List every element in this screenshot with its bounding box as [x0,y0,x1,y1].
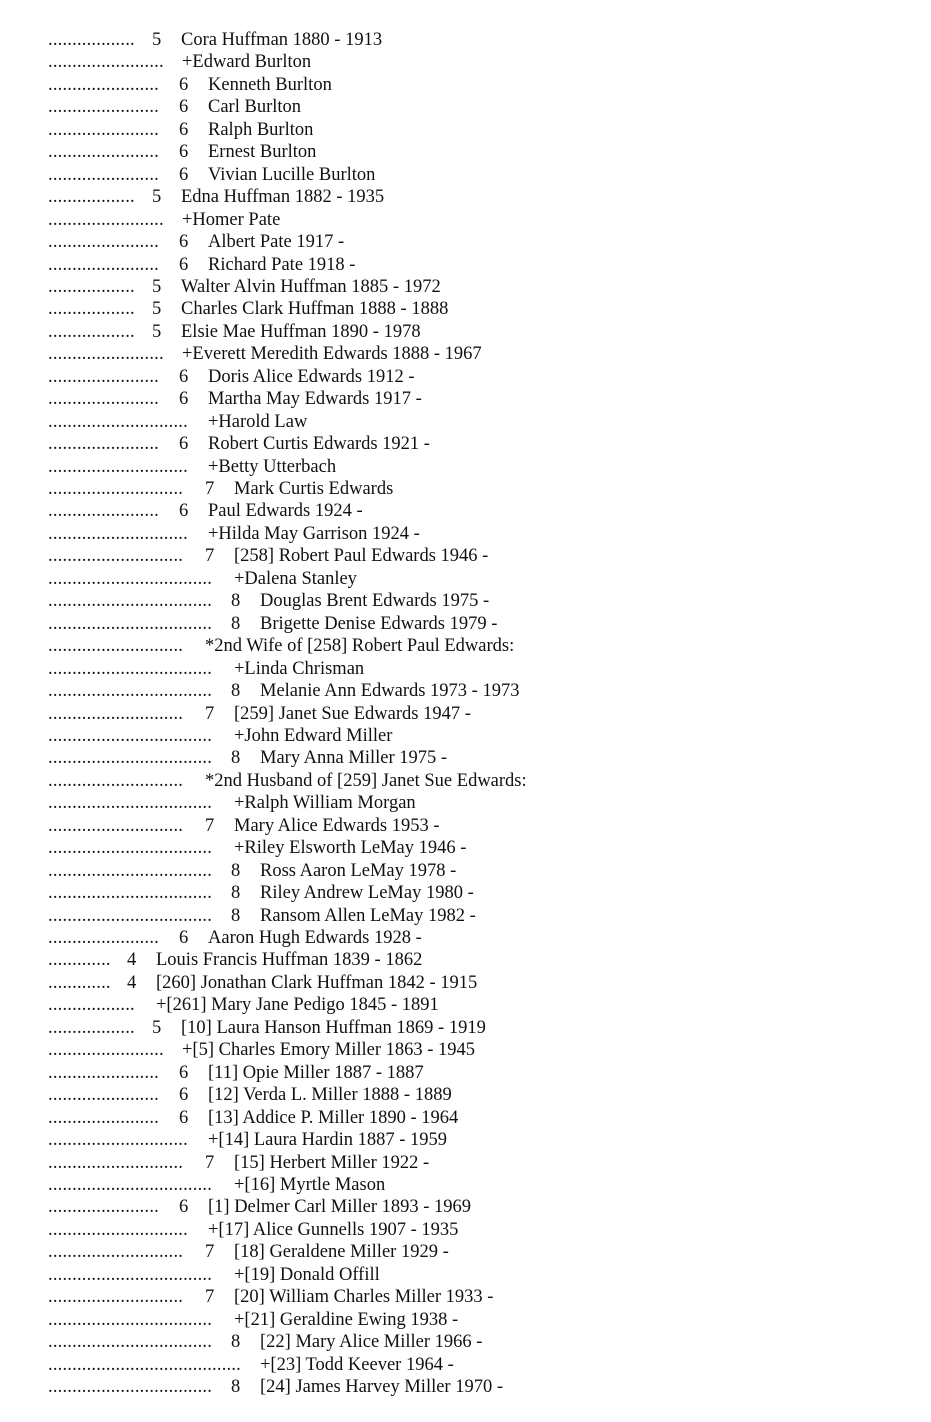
leader-dots: ............................ [48,546,184,567]
leader-dots: ....................... [48,232,159,253]
leader-dots: ....................... [48,1107,159,1128]
report-line [0,1039,900,1061]
report-line [0,164,900,186]
generation-number: 7 [205,1287,215,1308]
generation-number: 6 [179,142,189,163]
report-line [0,29,900,51]
report-line [0,1309,900,1331]
leader-dots: .................................. [48,1264,213,1285]
leader-dots: ....................... [48,1085,159,1106]
leader-dots: ............................ [48,770,184,791]
report-line [0,254,900,276]
spouse-name: +Hilda May Garrison 1924 - [208,523,420,544]
leader-dots: .................................. [48,860,213,881]
leader-dots: ....................... [48,389,159,410]
report-line [0,74,900,96]
report-line [0,388,900,410]
leader-dots: ....................... [48,74,159,95]
report-line [0,500,900,522]
leader-dots: ........................................ [48,1354,241,1375]
spouse-name: +Dalena Stanley [234,568,357,589]
person-name: [15] Herbert Miller 1922 - [234,1152,430,1173]
spouse-name: +[16] Myrtle Mason [234,1174,386,1195]
spouse-name: +[23] Todd Keever 1964 - [260,1354,454,1375]
person-name: Doris Alice Edwards 1912 - [208,366,415,387]
leader-dots: ........................ [48,1040,164,1061]
report-line [0,837,900,859]
generation-number: 8 [231,883,241,904]
leader-dots: ............................. [48,1130,188,1151]
generation-number: 6 [179,366,189,387]
report-line [0,972,900,994]
leader-dots: .................................. [48,905,213,926]
generation-number: 7 [205,1242,215,1263]
report-line [0,747,900,769]
spouse-name: +Homer Pate [182,209,281,230]
person-name: Brigette Denise Edwards 1979 - [260,613,498,634]
spouse-name: +[5] Charles Emory Miller 1863 - 1945 [182,1040,476,1061]
generation-number: 6 [179,1062,189,1083]
person-name: Aaron Hugh Edwards 1928 - [208,928,422,948]
generation-number: 8 [231,1377,241,1397]
report-line [0,725,900,747]
leader-dots: ........................ [48,52,164,73]
report-line [0,523,900,545]
report-line [0,186,900,208]
report-line [0,51,900,73]
leader-dots: ............................ [48,1287,184,1308]
spouse-name: +Riley Elsworth LeMay 1946 - [234,838,467,859]
report-line [0,1219,900,1241]
report-line [0,1286,900,1308]
report-line [0,141,900,163]
person-name: [20] William Charles Miller 1933 - [234,1287,494,1308]
person-name: [1] Delmer Carl Miller 1893 - 1969 [208,1197,472,1218]
generation-number: 7 [205,703,215,724]
leader-dots: .................................. [48,725,213,746]
person-name: Riley Andrew LeMay 1980 - [260,883,474,904]
generation-number: 5 [152,30,162,50]
report-line [0,1084,900,1106]
person-name: [18] Geraldene Miller 1929 - [234,1242,449,1263]
leader-dots: .................................. [48,1332,213,1353]
spouse-name: +[261] Mary Jane Pedigo 1845 - 1891 [156,995,439,1016]
leader-dots: ............................ [48,636,184,657]
leader-dots: ....................... [48,501,159,522]
leader-dots: .................................. [48,1377,213,1397]
report-line [0,276,900,298]
leader-dots: ........................ [48,344,164,365]
generation-number: 6 [179,501,189,522]
generation-number: 4 [127,950,137,971]
leader-dots: ............................. [48,523,188,544]
report-line [0,792,900,814]
leader-dots: ....................... [48,142,159,163]
report-line [0,1376,900,1398]
report-line [0,545,900,567]
generation-number: 6 [179,389,189,410]
generation-number: 8 [231,748,241,769]
person-name: Ransom Allen LeMay 1982 - [260,905,476,926]
generation-number: 8 [231,681,241,702]
spouse-name: +John Edward Miller [234,725,393,746]
generation-number: 7 [205,815,215,836]
person-name: Vivian Lucille Burlton [208,164,376,185]
person-name: Ralph Burlton [208,119,314,140]
leader-dots: .................. [48,1017,135,1038]
leader-dots: ............. [48,972,111,993]
generation-number: 6 [179,1085,189,1106]
report-line [0,209,900,231]
leader-dots: ....................... [48,119,159,140]
spouse-name: +[21] Geraldine Ewing 1938 - [234,1309,459,1330]
leader-dots: .................................. [48,1309,213,1330]
leader-dots: ....................... [48,254,159,275]
person-name: Ernest Burlton [208,142,317,163]
report-line [0,298,900,320]
leader-dots: ............................ [48,815,184,836]
leader-dots: .................................. [48,838,213,859]
spouse-name: +Linda Chrisman [234,658,365,679]
generation-number: 6 [179,232,189,253]
person-name: Elsie Mae Huffman 1890 - 1978 [181,321,421,342]
leader-dots: .................................. [48,883,213,904]
generation-number: 5 [152,299,162,320]
leader-dots: ............................. [48,411,188,432]
generation-number: 7 [205,1152,215,1173]
leader-dots: .................................. [48,681,213,702]
marriage-note: *2nd Husband of [259] Janet Sue Edwards: [205,770,527,791]
generation-number: 8 [231,613,241,634]
report-line [0,1017,900,1039]
generation-number: 5 [152,187,162,208]
report-line [0,658,900,680]
report-line [0,994,900,1016]
report-line [0,366,900,388]
leader-dots: ............................. [48,456,188,477]
generation-number: 6 [179,119,189,140]
person-name: Paul Edwards 1924 - [208,501,363,522]
report-line [0,815,900,837]
leader-dots: ....................... [48,928,159,948]
leader-dots: .................................. [48,591,213,612]
person-name: [11] Opie Miller 1887 - 1887 [208,1062,424,1083]
leader-dots: ....................... [48,366,159,387]
person-name: Walter Alvin Huffman 1885 - 1972 [181,276,441,297]
report-line [0,478,900,500]
generation-number: 8 [231,905,241,926]
person-name: Mark Curtis Edwards [234,479,394,499]
report-line [0,860,900,882]
generation-number: 8 [231,860,241,881]
generation-number: 6 [179,97,189,118]
report-line [0,1152,900,1174]
spouse-name: +Betty Utterbach [208,456,337,477]
report-line [0,343,900,365]
report-line [0,1196,900,1218]
person-name: Richard Pate 1918 - [208,254,356,275]
report-line [0,703,900,725]
leader-dots: .................................. [48,793,213,814]
leader-dots: ............................ [48,1152,184,1173]
generation-number: 5 [152,276,162,297]
leader-dots: ....................... [48,434,159,455]
leader-dots: .................................. [48,1174,213,1195]
report-line [0,119,900,141]
report-line [0,635,900,657]
generation-number: 6 [179,434,189,455]
generation-number: 5 [152,1017,162,1038]
leader-dots: ....................... [48,164,159,185]
person-name: Mary Anna Miller 1975 - [260,748,448,769]
spouse-name: +Harold Law [208,411,308,432]
person-name: Cora Huffman 1880 - 1913 [181,30,383,50]
person-name: Albert Pate 1917 - [208,232,345,253]
generation-number: 7 [205,479,215,499]
person-name: Douglas Brent Edwards 1975 - [260,591,490,612]
leader-dots: .................. [48,321,135,342]
generation-number: 7 [205,546,215,567]
person-name: Carl Burlton [208,97,302,118]
leader-dots: .................................. [48,658,213,679]
person-name: [12] Verda L. Miller 1888 - 1889 [208,1085,452,1106]
person-name: Louis Francis Huffman 1839 - 1862 [156,950,423,971]
person-name: [22] Mary Alice Miller 1966 - [260,1332,483,1353]
report-line [0,411,900,433]
marriage-note: *2nd Wife of [258] Robert Paul Edwards: [205,636,515,657]
leader-dots: .................. [48,30,135,50]
leader-dots: ....................... [48,1062,159,1083]
person-name: Edna Huffman 1882 - 1935 [181,187,385,208]
person-name: [10] Laura Hanson Huffman 1869 - 1919 [181,1017,486,1038]
person-name: Ross Aaron LeMay 1978 - [260,860,457,881]
report-line [0,770,900,792]
leader-dots: .................. [48,995,135,1016]
person-name: [259] Janet Sue Edwards 1947 - [234,703,471,724]
report-line [0,882,900,904]
generation-number: 6 [179,164,189,185]
generation-number: 5 [152,321,162,342]
report-line [0,231,900,253]
leader-dots: ............................. [48,1219,188,1240]
leader-dots: .................................. [48,568,213,589]
leader-dots: ........................ [48,209,164,230]
generation-number: 8 [231,1332,241,1353]
report-line [0,613,900,635]
leader-dots: ............................ [48,703,184,724]
report-line [0,1107,900,1129]
generation-number: 8 [231,591,241,612]
leader-dots: ............................ [48,1242,184,1263]
report-line [0,949,900,971]
generation-number: 4 [127,972,137,993]
spouse-name: +Ralph William Morgan [234,793,416,814]
report-line [0,1174,900,1196]
spouse-name: +[14] Laura Hardin 1887 - 1959 [208,1130,448,1151]
report-line [0,590,900,612]
report-line [0,1331,900,1353]
person-name: Charles Clark Huffman 1888 - 1888 [181,299,449,320]
report-line [0,1354,900,1376]
leader-dots: .................................. [48,613,213,634]
leader-dots: .................. [48,299,135,320]
spouse-name: +[17] Alice Gunnells 1907 - 1935 [208,1219,459,1240]
person-name: Mary Alice Edwards 1953 - [234,815,440,836]
spouse-name: +[19] Donald Offill [234,1264,380,1285]
person-name: Melanie Ann Edwards 1973 - 1973 [260,681,520,702]
person-name: [260] Jonathan Clark Huffman 1842 - 1915 [156,972,478,993]
report-line [0,1241,900,1263]
report-line [0,927,900,949]
leader-dots: ............................ [48,479,184,499]
leader-dots: .................. [48,276,135,297]
report-line [0,1062,900,1084]
leader-dots: .................................. [48,748,213,769]
person-name: Kenneth Burlton [208,74,332,95]
generation-number: 6 [179,1107,189,1128]
person-name: Martha May Edwards 1917 - [208,389,422,410]
report-line [0,1129,900,1151]
report-line [0,905,900,927]
generation-number: 6 [179,928,189,948]
generation-number: 6 [179,74,189,95]
report-line [0,456,900,478]
person-name: [258] Robert Paul Edwards 1946 - [234,546,489,567]
leader-dots: ............. [48,950,111,971]
report-line [0,1264,900,1286]
report-line [0,568,900,590]
person-name: [24] James Harvey Miller 1970 - [260,1377,504,1397]
report-line [0,96,900,118]
spouse-name: +Everett Meredith Edwards 1888 - 1967 [182,344,482,365]
generation-number: 6 [179,254,189,275]
report-line [0,321,900,343]
person-name: Robert Curtis Edwards 1921 - [208,434,430,455]
report-line [0,433,900,455]
leader-dots: ....................... [48,1197,159,1218]
leader-dots: ....................... [48,97,159,118]
spouse-name: +Edward Burlton [182,52,312,73]
report-line [0,680,900,702]
person-name: [13] Addice P. Miller 1890 - 1964 [208,1107,459,1128]
leader-dots: .................. [48,187,135,208]
generation-number: 6 [179,1197,189,1218]
